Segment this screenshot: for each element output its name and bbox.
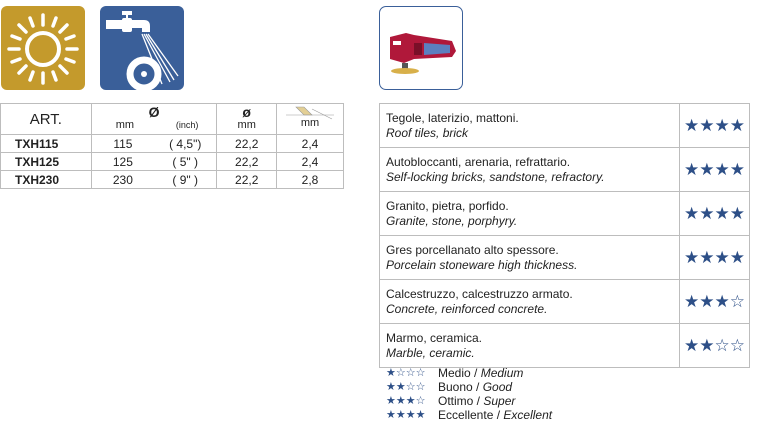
legend-stars: ★★★★ <box>386 409 426 421</box>
bore-symbol: ø <box>242 104 251 120</box>
specs-table <box>0 103 344 189</box>
legend-it: Eccellente <box>438 408 494 422</box>
material-it: Granito, pietra, porfido. <box>386 198 509 213</box>
rating-stars: ★★★★ <box>680 104 750 148</box>
material-it: Tegole, laterizio, mattoni. <box>386 110 519 125</box>
rating-stars: ★★☆☆ <box>680 324 750 368</box>
legend-it: Ottimo <box>438 394 474 408</box>
thickness-header <box>277 104 344 135</box>
legend-item: ★★☆☆ Buono / Good <box>386 380 513 394</box>
art-code: TXH115 <box>1 135 92 153</box>
legend-en: Super <box>483 394 516 408</box>
diameter-inch: ( 5" ) <box>172 154 198 169</box>
legend-stars: ★★☆☆ <box>386 381 426 393</box>
thickness-value: 2,4 <box>277 135 344 153</box>
diameter-inch: ( 4,5") <box>169 136 202 151</box>
diameter-symbol: Ø <box>148 104 160 120</box>
table-row <box>1 153 344 171</box>
material-it: Calcestruzzo, calcestruzzo armato. <box>386 286 573 301</box>
material-it: Marmo, ceramica. <box>386 330 483 345</box>
materials-table <box>379 103 750 368</box>
bore-value: 22,2 <box>217 171 277 189</box>
legend-item: ★★★★ Eccellente / Excellent <box>386 408 553 422</box>
rating-stars: ★★★★ <box>680 192 750 236</box>
bore-value: 22,2 <box>217 153 277 171</box>
rating-stars: ★★★★ <box>680 236 750 280</box>
legend-it: Medio <box>438 366 471 380</box>
material-row <box>380 192 750 236</box>
sun-icon <box>1 6 85 90</box>
material-row <box>380 324 750 368</box>
legend-en: Good <box>482 380 513 394</box>
thickness-unit: mm <box>300 117 320 129</box>
angle-grinder-icon <box>379 6 463 90</box>
art-code: TXH125 <box>1 153 92 171</box>
art-code: TXH230 <box>1 171 92 189</box>
legend-stars: ★☆☆☆ <box>386 367 426 379</box>
thickness-value: 2,8 <box>277 171 344 189</box>
diameter-inch-unit: (inch) <box>175 120 199 130</box>
legend-item: ★☆☆☆ Medio / Medium <box>386 366 524 380</box>
legend-en: Excellent <box>503 408 553 422</box>
material-en: Concrete, reinforced concrete. <box>386 301 548 316</box>
table-row <box>1 135 344 153</box>
material-en: Marble, ceramic. <box>386 345 475 360</box>
thickness-value: 2,4 <box>277 153 344 171</box>
rating-stars: ★★★☆ <box>680 280 750 324</box>
bore-header <box>217 104 277 135</box>
material-row <box>380 104 750 148</box>
material-row <box>380 148 750 192</box>
diameter-mm: 125 <box>112 154 133 169</box>
diameter-mm: 115 <box>113 136 133 151</box>
diameter-mm: 230 <box>112 172 133 187</box>
material-en: Roof tiles, brick <box>386 125 469 140</box>
bore-value: 22,2 <box>217 135 277 153</box>
material-en: Granite, stone, porphyry. <box>386 213 518 228</box>
material-en: Self-locking bricks, sandstone, refractory. <box>386 169 605 184</box>
bore-unit: mm <box>237 119 256 131</box>
legend-item: ★★★☆ Ottimo / Super <box>386 394 516 408</box>
diameter-inch: ( 9" ) <box>172 172 198 187</box>
art-header: ART. <box>1 104 92 135</box>
legend-it: Buono <box>438 380 473 394</box>
material-it: Gres porcellanato alto spessore. <box>386 242 559 257</box>
material-row <box>380 236 750 280</box>
material-it: Autobloccanti, arenaria, refrattario. <box>386 154 571 169</box>
water-tap-icon <box>100 6 184 90</box>
legend-stars: ★★★☆ <box>386 395 426 407</box>
diameter-mm-unit: mm <box>115 119 135 131</box>
material-row <box>380 280 750 324</box>
table-row <box>1 171 344 189</box>
material-en: Porcelain stoneware high thickness. <box>386 257 578 272</box>
legend-en: Medium <box>480 366 524 380</box>
rating-stars: ★★★★ <box>680 148 750 192</box>
diameter-header <box>91 104 217 135</box>
rating-legend <box>386 366 552 422</box>
